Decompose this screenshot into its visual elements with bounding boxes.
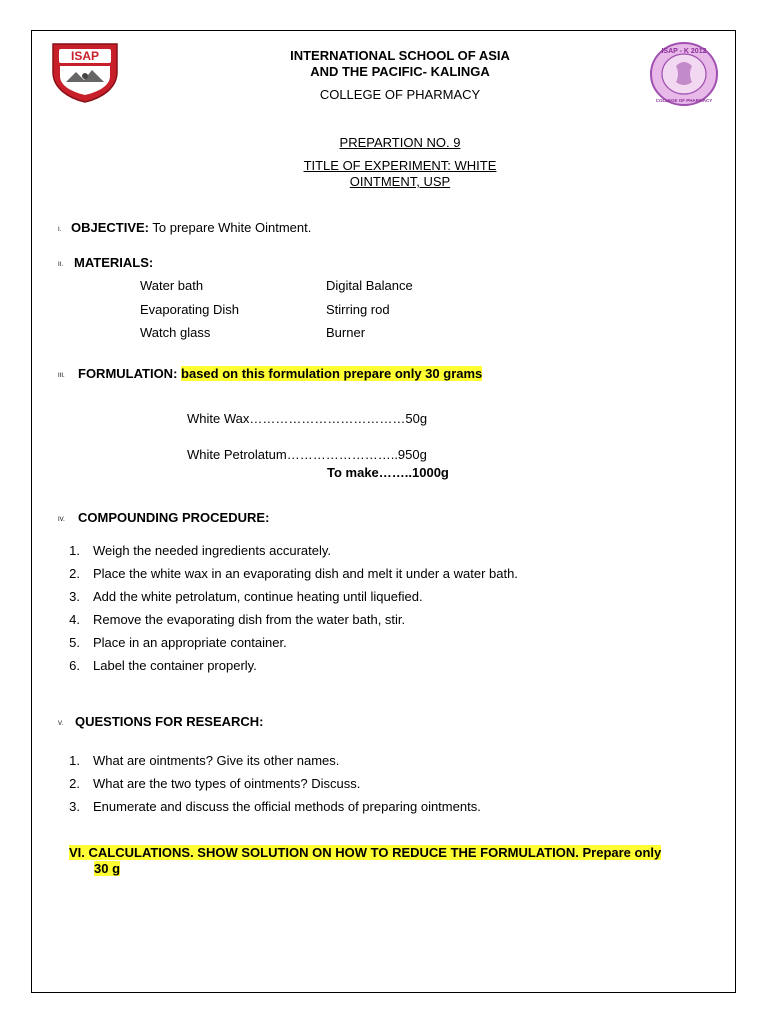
isap-shield-logo [50, 42, 120, 104]
calculations-line1: VI. CALCULATIONS. SHOW SOLUTION ON HOW TO REDUCE THE FORMULATION. Prepare only [69, 845, 662, 860]
formulation-ingredient-petrolatum: White Petrolatum……………………..950g [187, 447, 427, 462]
logo-right-bottom: COLLEGE OF PHARMACY [655, 98, 713, 103]
research-label: QUESTIONS FOR RESEARCH: [75, 714, 264, 729]
logo-right-text: ISAP - K 2012 [661, 48, 707, 55]
material-item: Watch glass [140, 325, 211, 340]
preparation-number: PREPARTION NO. 9 [339, 135, 461, 150]
logo-left-text: ISAP [70, 49, 100, 63]
college-seal-logo [648, 40, 720, 108]
material-item: Evaporating Dish [140, 302, 239, 317]
formulation-ingredient-wax: White Wax………………………………50g [187, 411, 428, 426]
calculations-block [69, 845, 661, 877]
formulation-highlight: based on this formulation prepare only 30 grams [181, 366, 483, 381]
school-name-line1: INTERNATIONAL SCHOOL OF ASIA [290, 48, 510, 63]
objective-text: To prepare White Ointment. [149, 220, 312, 235]
formulation-total: To make……..1000g [327, 465, 449, 480]
objective-label: OBJECTIVE: [71, 220, 150, 235]
objective-line [71, 220, 311, 235]
procedure-numeral: IV. [58, 517, 65, 523]
materials-label: MATERIALS: [74, 255, 154, 270]
objective-numeral: I. [58, 227, 62, 233]
material-item: Burner [326, 325, 366, 340]
experiment-title-line1: TITLE OF EXPERIMENT: WHITE [303, 158, 497, 173]
school-name-line2: AND THE PACIFIC- KALINGA [310, 64, 490, 79]
formulation-numeral: III. [58, 373, 65, 379]
calculations-line2: 30 g [94, 861, 121, 876]
college-name: COLLEGE OF PHARMACY [319, 87, 481, 102]
materials-numeral: II. [58, 262, 64, 268]
material-item: Digital Balance [326, 278, 413, 293]
material-item: Stirring rod [326, 302, 390, 317]
material-item: Water bath [140, 278, 204, 293]
formulation-line [78, 366, 482, 381]
formulation-label: FORMULATION: [78, 366, 178, 381]
experiment-title-line2: OINTMENT, USP [349, 174, 451, 189]
procedure-label: COMPOUNDING PROCEDURE: [78, 510, 270, 525]
research-numeral: V. [58, 721, 64, 727]
